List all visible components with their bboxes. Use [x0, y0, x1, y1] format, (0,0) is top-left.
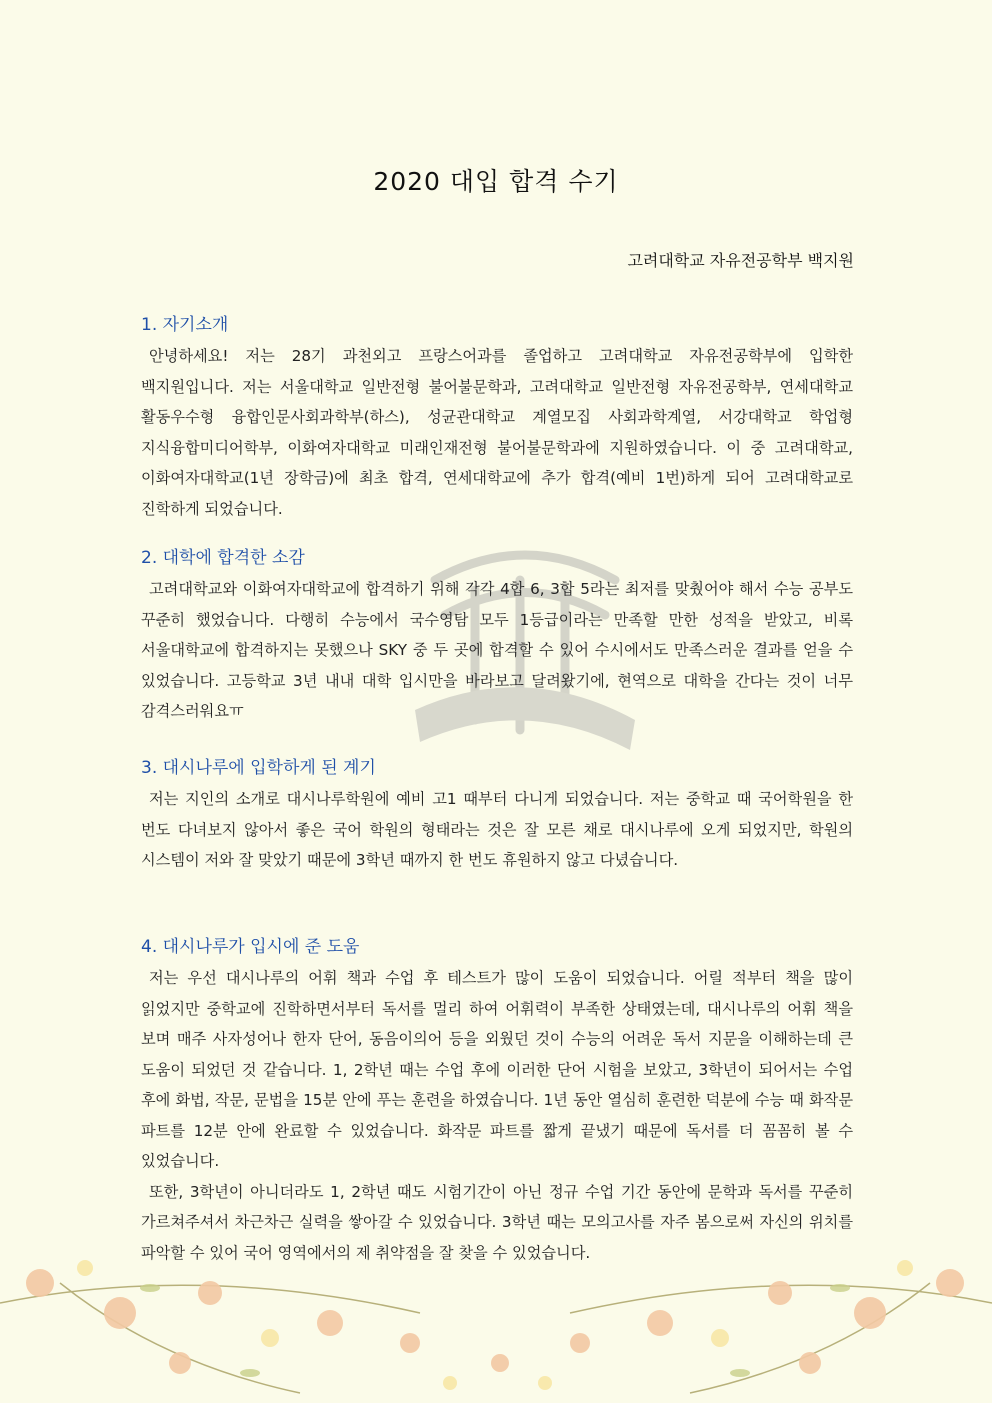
section-paragraph: 저는 지인의 소개로 대시나루학원에 예비 고1 때부터 다니게 되었습니다. 저는 중학교 때 국어학원을 한 번도 다녀보지 않아서 좋은 국어 학원의 형태라는 것은 잘 모른 채로 대시나루에 오게 되었지만, 학원의 시스템이 저와 잘 맞았기 때문에 3학년 때까지 한 번도 휴원하지 않고 다녔습니다. — [141, 790, 853, 869]
page-title: 2020 대입 합격 수기 — [373, 167, 619, 196]
section-academy-help — [141, 932, 853, 1268]
section-paragraph: 또한, 3학년이 아니더라도 1, 2학년 때도 시험기간이 아닌 정규 수업 기간 동안에 문학과 독서를 꾸준히 가르쳐주셔서 차근차근 실력을 쌓아갈 수 있었습니다. 3학년 때는 모의고사를 자주 봄으로써 자신의 위치를 파악할 수 있어 국어 영역에서의 제 취약점을 잘 찾을 수 있었습니다. — [141, 1182, 853, 1262]
author-line: 고려대학교 자유전공학부 백지원 — [627, 251, 854, 270]
section-paragraph: 고려대학교와 이화여자대학교에 합격하기 위해 각각 4합 6, 3합 5라는 최저를 맞췄어야 해서 수능 공부도 꾸준히 했었습니다. 다행히 수능에서 국수영탐 모두 1등급이라는 만족할 만한 성적을 받았고, 비록 서울대학교에 합격하지는 못했으나 SKY 중 두 곳에 합격할 수 있어 수시에서도 만족스러운 결과를 얻을 수 있었습니다. 고등학교 3년 내내 대학 입시만을 바라보고 달려왔기에, 현역으로 대학을 간다는 것이 너무 감격스러워요ㅠ — [141, 580, 853, 720]
section-self-introduction — [141, 310, 853, 524]
section-heading: 2. 대학에 합격한 소감 — [141, 548, 305, 568]
section-admission-impressions — [141, 543, 853, 727]
section-heading: 3. 대시나루에 입학하게 된 계기 — [141, 758, 376, 778]
section-paragraph: 저는 우선 대시나루의 어휘 책과 수업 후 테스트가 많이 도움이 되었습니다. 어릴 적부터 책을 많이 읽었지만 중학교에 진학하면서부터 독서를 멀리 하여 어휘력이 부족한 상태였는데, 대시나루의 어휘 책을 보며 매주 사자성어나 한자 단어, 동음이의어 등을 외웠던 것이 수능의 어려운 독서 지문을 이해하는데 큰 도움이 되었던 것 같습니다. 1, 2학년 때는 수업 후에 이러한 단어 시험을 보았고, 3학년이 되어서는 수업 후에 화법, 작문, 문법을 15분 안에 푸는 훈련을 하였습니다. 1년 동안 열심히 훈련한 덕분에 수능 때 화작문 파트를 12분 안에 완료할 수 있었습니다. 화작문 파트를 짧게 끝냈기 때문에 독서를 더 꼼꼼히 볼 수 있었습니다. — [141, 969, 853, 1170]
section-paragraph: 안녕하세요! 저는 28기 과천외고 프랑스어과를 졸업하고 고려대학교 자유전공학부에 입학한 백지원입니다. 저는 서울대학교 일반전형 불어불문학과, 고려대학교 일반전형 자유전공학부, 연세대학교 활동우수형 융합인문사회과학부(하스), 성균관대학교 계열모집 사회과학계열, 서강대학교 학업형 지식융합미디어학부, 이화여자대학교 미래인재전형 불어불문학과에 지원하였습니다. 이 중 고려대학교, 이화여자대학교(1년 장학금)에 최초 합격, 연세대학교에 추가 합격(예비 1번)하게 되어 고려대학교로 진학하게 되었습니다. — [141, 347, 853, 518]
flower-border-decoration — [0, 1243, 992, 1403]
section-enrollment-reason — [141, 753, 853, 876]
section-heading: 4. 대시나루가 입시에 준 도움 — [141, 937, 360, 957]
section-heading: 1. 자기소개 — [141, 315, 229, 335]
